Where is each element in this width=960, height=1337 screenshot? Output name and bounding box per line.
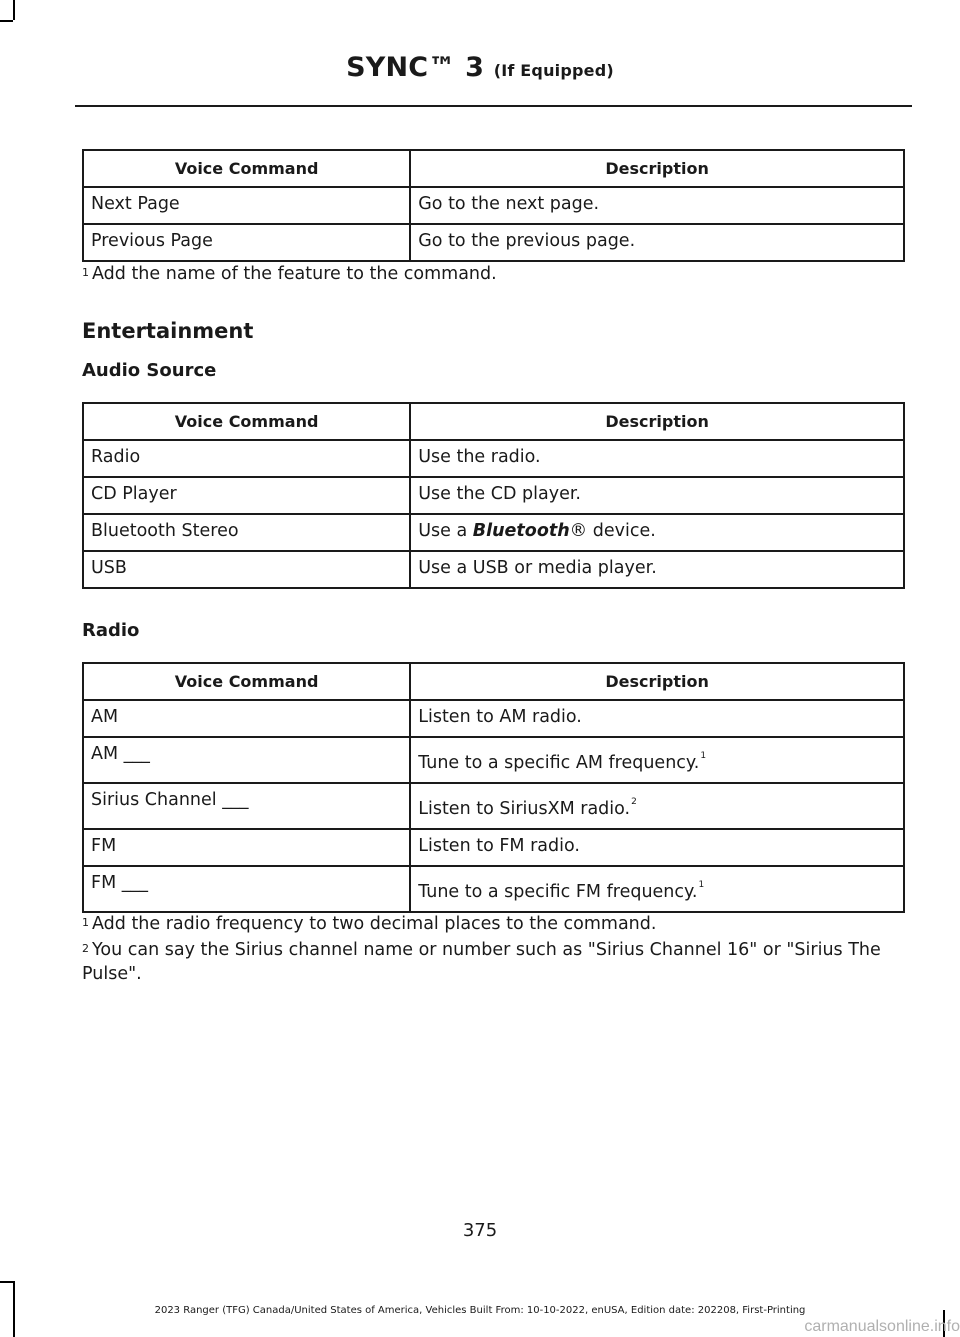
table-row (83, 866, 904, 912)
subsection-title-audio-source: Audio Source (82, 360, 217, 381)
navigation-command-table (82, 149, 905, 262)
footnote-ref: 2 (631, 797, 637, 807)
crop-mark-top-left (0, 20, 13, 22)
edition-footer: 2023 Ranger (TFG) Canada/United States of America, Vehicles Built From: 10-10-2022, enUSA, Edition date: 202208, First-Printing (154, 1305, 806, 1316)
table-row (83, 700, 904, 737)
page-number: 375 (462, 1220, 498, 1241)
footnote-ref: 1 (698, 880, 705, 890)
table-header-row (83, 403, 904, 440)
page-header (0, 52, 960, 83)
footnote-text: Add the name of the feature to the command. (92, 264, 497, 284)
description-cell: Use the CD player. (410, 477, 904, 514)
description-cell: Listen to AM radio. (410, 700, 904, 737)
crop-mark-top-left (13, 0, 15, 20)
section-title: Entertainment (82, 319, 254, 343)
description-cell: Go to the next page. (410, 187, 904, 224)
description-text: Tune to a specific AM frequency. (418, 753, 700, 773)
voice-command-cell: Radio (83, 440, 410, 477)
footnote (82, 262, 912, 286)
subsection-title-radio: Radio (82, 620, 140, 641)
column-header-description: Description (410, 150, 904, 187)
crop-mark-bottom-left (0, 1281, 15, 1283)
description-text: ® device. (569, 521, 656, 541)
description-cell: Use a USB or media player. (410, 551, 904, 588)
voice-command-cell: Previous Page (83, 224, 410, 261)
description-cell: Listen to FM radio. (410, 829, 904, 866)
table-row (83, 187, 904, 224)
description-cell (410, 866, 904, 912)
table-row (83, 224, 904, 261)
table-row (83, 783, 904, 829)
voice-command-cell: FM ___ (83, 866, 410, 912)
description-text: Listen to SiriusXM radio. (418, 799, 631, 819)
description-cell: Use the radio. (410, 440, 904, 477)
table-header-row (83, 150, 904, 187)
voice-command-cell: AM (83, 700, 410, 737)
table-row (83, 477, 904, 514)
column-header-description: Description (410, 663, 904, 700)
radio-command-table (82, 662, 905, 913)
header-divider (75, 105, 912, 107)
footnote-number: 2 (82, 942, 89, 955)
footnote-number: 1 (82, 266, 89, 279)
header-title: SYNC™ 3 (346, 52, 485, 83)
footnote-number: 1 (82, 916, 89, 929)
table-row (83, 737, 904, 783)
watermark: carmanualsonline.info (804, 1318, 960, 1335)
column-header-voice-command: Voice Command (83, 403, 410, 440)
footnote-text: You can say the Sirius channel name or number such as "Sirius Channel 16" or "Sirius The Pulse". (82, 940, 881, 984)
voice-command-cell: USB (83, 551, 410, 588)
description-cell: Go to the previous page. (410, 224, 904, 261)
footnote-ref: 1 (700, 751, 707, 761)
header-subtitle: (If Equipped) (493, 61, 614, 80)
voice-command-cell: Next Page (83, 187, 410, 224)
voice-command-cell: AM ___ (83, 737, 410, 783)
description-cell (410, 783, 904, 829)
description-cell (410, 737, 904, 783)
description-text: Tune to a specific FM frequency. (418, 882, 698, 902)
table-row (83, 551, 904, 588)
bluetooth-brand: Bluetooth (472, 521, 570, 541)
footnote-text: Add the radio frequency to two decimal places to the command. (92, 914, 657, 934)
table-header-row (83, 663, 904, 700)
voice-command-cell: Bluetooth Stereo (83, 514, 410, 551)
audio-source-command-table (82, 402, 905, 589)
table-row (83, 514, 904, 551)
voice-command-cell: Sirius Channel ___ (83, 783, 410, 829)
voice-command-cell: FM (83, 829, 410, 866)
column-header-description: Description (410, 403, 904, 440)
column-header-voice-command: Voice Command (83, 663, 410, 700)
footnote (82, 912, 912, 936)
column-header-voice-command: Voice Command (83, 150, 410, 187)
table-row (83, 829, 904, 866)
description-text: Use a (418, 521, 473, 541)
voice-command-cell: CD Player (83, 477, 410, 514)
description-cell (410, 514, 904, 551)
table-row (83, 440, 904, 477)
footnote (82, 938, 912, 986)
